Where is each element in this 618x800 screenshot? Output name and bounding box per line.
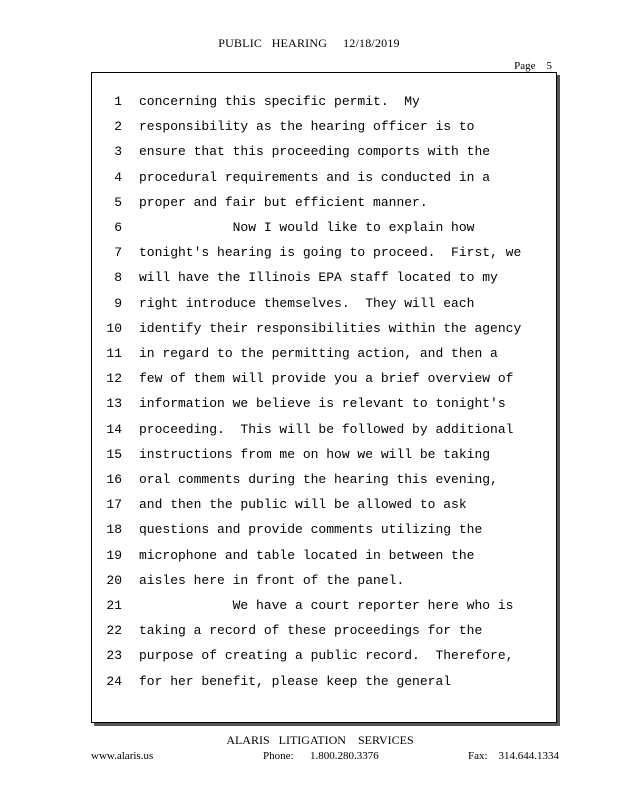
footer-website: www.alaris.us <box>91 750 154 762</box>
line-number: 17 <box>106 497 122 513</box>
line-number: 8 <box>114 270 122 286</box>
line-text: and then the public will be allowed to ask <box>139 497 467 513</box>
line-text: right introduce themselves. They will each <box>139 295 475 311</box>
page-number: Page 5 <box>514 60 552 72</box>
line-number: 5 <box>114 194 122 210</box>
line-number: 24 <box>106 673 122 689</box>
line-number: 2 <box>114 119 122 135</box>
line-number: 4 <box>114 169 122 185</box>
line-text: ensure that this proceeding comports with the <box>139 144 491 160</box>
line-number: 3 <box>114 144 122 160</box>
line-number: 22 <box>106 623 122 639</box>
line-number: 11 <box>106 346 122 361</box>
line-text: proper and fair but efficient manner. <box>139 194 428 210</box>
footer-company: ALARIS LITIGATION SERVICES <box>226 733 414 747</box>
line-number: 21 <box>106 598 122 613</box>
line-text: Now I would like to explain how <box>139 220 475 235</box>
footer-fax: Fax: 314.644.1334 <box>468 750 560 762</box>
line-text: will have the Illinois EPA staff located to my <box>139 270 498 286</box>
line-number: 23 <box>106 648 122 664</box>
line-number: 6 <box>114 220 122 235</box>
line-number: 16 <box>106 472 122 487</box>
line-number: 1 <box>114 94 122 109</box>
line-text: concerning this specific permit. My <box>139 94 420 109</box>
footer-phone: Phone: 1.800.280.3376 <box>263 750 379 762</box>
line-text: oral comments during the hearing this evening, <box>139 472 498 487</box>
line-text: aisles here in front of the panel. <box>139 572 405 588</box>
line-number: 7 <box>114 245 122 261</box>
line-number: 14 <box>106 421 122 437</box>
line-number: 9 <box>114 295 122 311</box>
line-number: 18 <box>106 522 122 538</box>
line-text: procedural requirements and is conducted in a <box>139 169 491 185</box>
line-text: proceeding. This will be followed by additional <box>139 421 514 437</box>
transcript-box <box>91 72 557 723</box>
line-text: taking a record of these proceedings for the <box>139 623 483 639</box>
line-number: 12 <box>106 371 122 387</box>
line-number: 10 <box>106 320 122 336</box>
line-text: questions and provide comments utilizing the <box>139 522 483 538</box>
line-text: We have a court reporter here who is <box>139 598 514 613</box>
line-text: instructions from me on how we will be taking <box>139 446 491 462</box>
line-text: identify their responsibilities within the agency <box>139 320 522 336</box>
line-text: information we believe is relevant to tonight's <box>139 396 506 412</box>
line-number: 13 <box>106 396 122 412</box>
line-text: microphone and table located in between the <box>139 547 475 563</box>
line-number: 19 <box>106 547 122 563</box>
line-text: tonight's hearing is going to proceed. First, we <box>139 245 522 261</box>
line-number: 20 <box>106 572 122 588</box>
line-text: few of them will provide you a brief overview of <box>139 371 514 387</box>
line-text: purpose of creating a public record. Therefore, <box>139 648 514 664</box>
line-text: for her benefit, please keep the general <box>139 673 452 689</box>
line-text: in regard to the permitting action, and then a <box>139 346 498 361</box>
line-text: responsibility as the hearing officer is to <box>139 119 475 135</box>
page-header-title: PUBLIC HEARING 12/18/2019 <box>218 36 400 50</box>
line-number: 15 <box>106 446 122 462</box>
